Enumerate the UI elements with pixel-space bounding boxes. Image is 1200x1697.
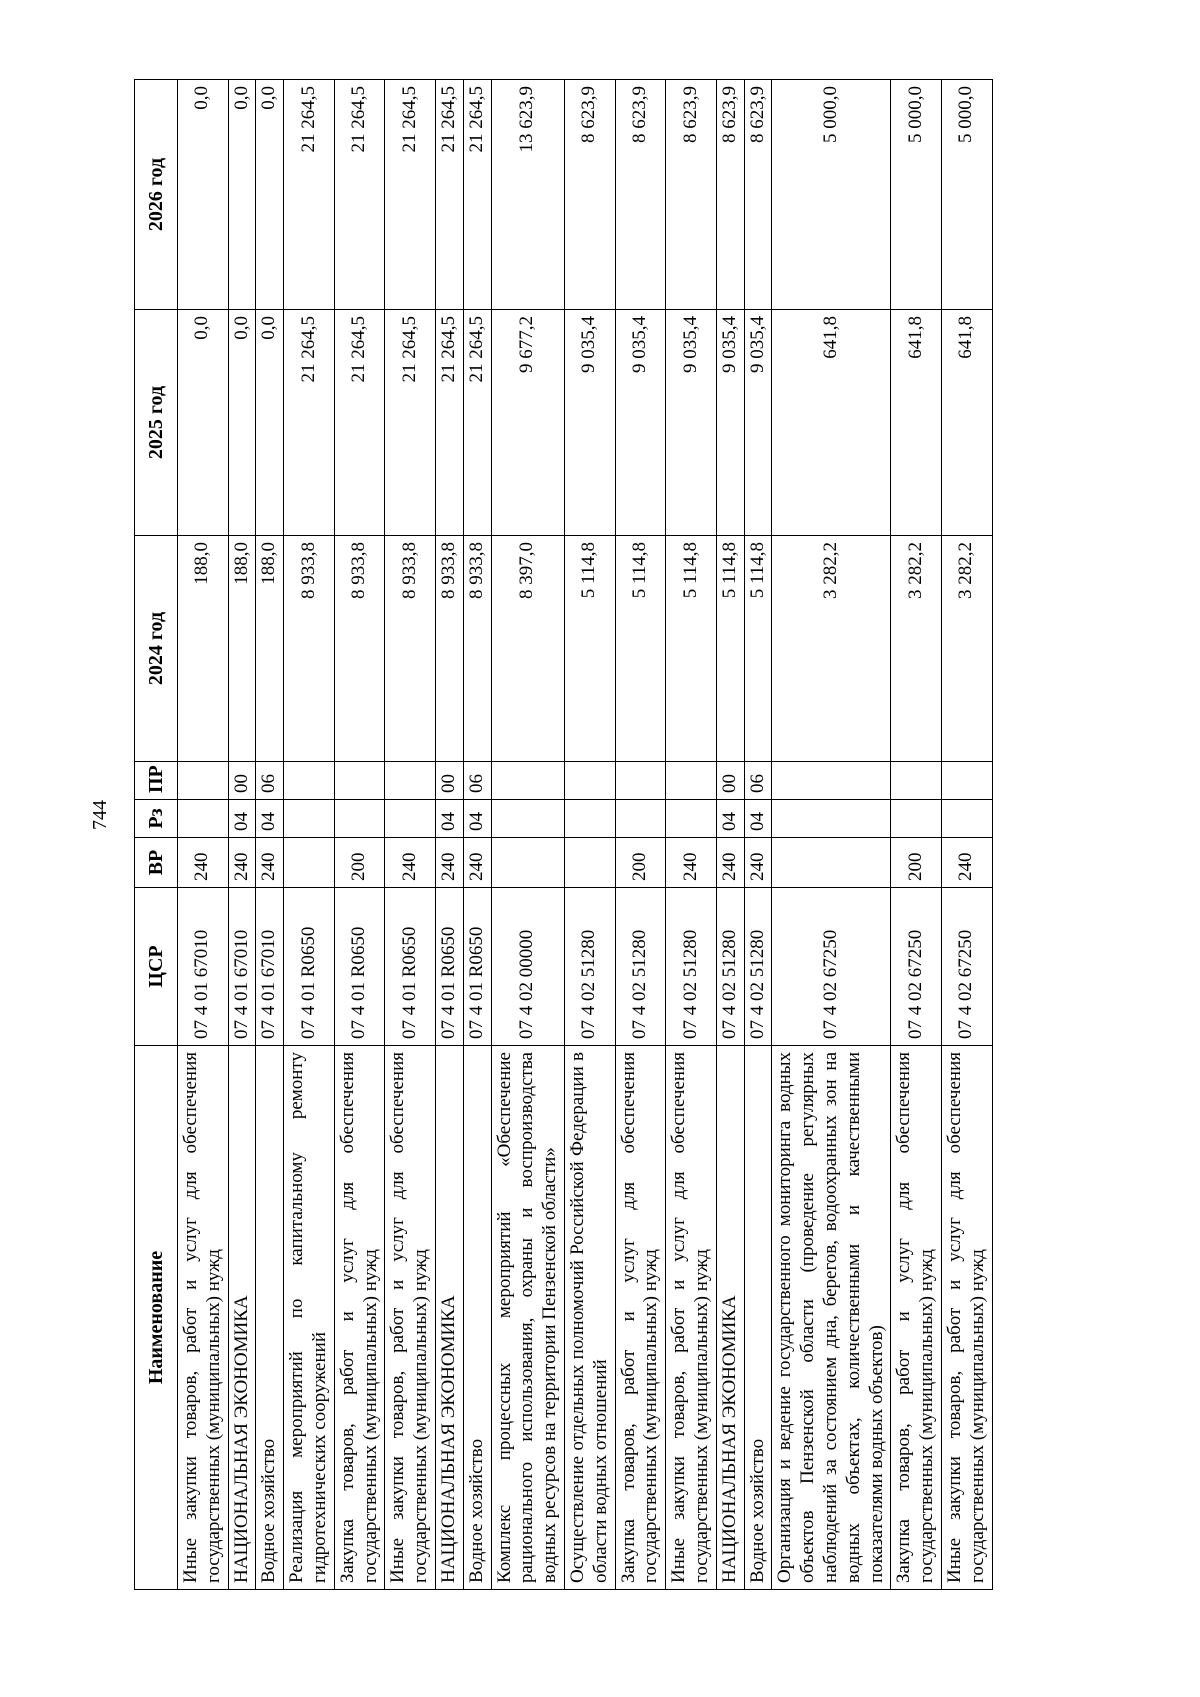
cell-2026: 8 623,9 (716, 80, 744, 310)
cell-csr: 07 4 02 51280 (564, 888, 615, 1046)
cell-name: Иные закупки товаров, работ и услуг для обеспечения государственных (муниципальных) нужд (666, 1046, 717, 1590)
table-row (615, 80, 666, 1590)
cell-pr: 00 (228, 762, 256, 800)
cell-csr: 07 4 02 51280 (716, 888, 744, 1046)
cell-2025: 641,8 (891, 310, 942, 536)
cell-name: Организация и ведение государственного мониторинга водных объектов Пензенской области (проведение регулярных наблюдений за состоянием дна, берегов, водоохранных зон на водных объектах, количественными и качественными показателями водных объектов) (772, 1046, 891, 1590)
cell-pr (941, 762, 992, 800)
cell-pr: 00 (716, 762, 744, 800)
cell-name: Комплекс процессных мероприятий «Обеспечение рационального использования, охраны и воспроизводства водных ресурсов на территории Пензенской области» (491, 1046, 564, 1590)
cell-2025: 0,0 (256, 310, 284, 536)
cell-2025: 9 035,4 (716, 310, 744, 536)
cell-pr (334, 762, 385, 800)
cell-2024: 8 397,0 (491, 536, 564, 762)
cell-2026: 0,0 (178, 80, 229, 310)
cell-2025: 21 264,5 (435, 310, 463, 536)
cell-csr: 07 4 02 67250 (941, 888, 992, 1046)
cell-2026: 21 264,5 (385, 80, 436, 310)
cell-rz (385, 800, 436, 838)
cell-pr (891, 762, 942, 800)
cell-csr: 07 4 01 R0650 (385, 888, 436, 1046)
cell-vr: 240 (178, 838, 229, 888)
cell-csr: 07 4 01 R0650 (435, 888, 463, 1046)
cell-csr: 07 4 01 67010 (228, 888, 256, 1046)
header-2024: 2024 год (135, 536, 178, 762)
cell-vr: 240 (228, 838, 256, 888)
cell-2024: 188,0 (178, 536, 229, 762)
cell-pr (385, 762, 436, 800)
cell-csr: 07 4 02 00000 (491, 888, 564, 1046)
cell-rz (178, 800, 229, 838)
table-row (716, 80, 744, 1590)
table-row (385, 80, 436, 1590)
cell-name: Закупка товаров, работ и услуг для обеспечения государственных (муниципальных) нужд (334, 1046, 385, 1590)
cell-2026: 8 623,9 (744, 80, 772, 310)
table-row (435, 80, 463, 1590)
cell-pr (772, 762, 891, 800)
cell-name: Водное хозяйство (463, 1046, 491, 1590)
table-row (334, 80, 385, 1590)
cell-vr (564, 838, 615, 888)
cell-rz: 04 (256, 800, 284, 838)
cell-rz (564, 800, 615, 838)
header-rz: Рз (135, 800, 178, 838)
cell-name: Осуществление отдельных полномочий Российской Федерации в области водных отношений (564, 1046, 615, 1590)
table-header-row (135, 80, 178, 1590)
cell-2026: 8 623,9 (615, 80, 666, 310)
table-row (772, 80, 891, 1590)
cell-2026: 5 000,0 (772, 80, 891, 310)
cell-2025: 9 035,4 (615, 310, 666, 536)
cell-2024: 5 114,8 (564, 536, 615, 762)
cell-vr: 200 (334, 838, 385, 888)
cell-vr: 240 (716, 838, 744, 888)
table-row (463, 80, 491, 1590)
cell-name: Иные закупки товаров, работ и услуг для обеспечения государственных (муниципальных) нужд (941, 1046, 992, 1590)
cell-pr: 06 (744, 762, 772, 800)
cell-2026: 21 264,5 (284, 80, 335, 310)
cell-rz (772, 800, 891, 838)
cell-2024: 3 282,2 (891, 536, 942, 762)
cell-name: Реализация мероприятий по капитальному ремонту гидротехнических сооружений (284, 1046, 335, 1590)
header-2025: 2025 год (135, 310, 178, 536)
rotated-table-container (134, 80, 1084, 1590)
cell-2025: 21 264,5 (385, 310, 436, 536)
cell-2024: 5 114,8 (716, 536, 744, 762)
table-row (941, 80, 992, 1590)
cell-rz: 04 (463, 800, 491, 838)
cell-rz: 04 (744, 800, 772, 838)
cell-rz: 04 (716, 800, 744, 838)
cell-2026: 21 264,5 (463, 80, 491, 310)
cell-name: Водное хозяйство (256, 1046, 284, 1590)
cell-2024: 3 282,2 (941, 536, 992, 762)
cell-2025: 641,8 (772, 310, 891, 536)
cell-2026: 0,0 (228, 80, 256, 310)
cell-rz: 04 (435, 800, 463, 838)
table-row (666, 80, 717, 1590)
page-number: 744 (89, 800, 111, 830)
cell-pr (284, 762, 335, 800)
cell-2026: 0,0 (256, 80, 284, 310)
cell-2025: 0,0 (178, 310, 229, 536)
cell-2026: 13 623,9 (491, 80, 564, 310)
header-vr: ВР (135, 838, 178, 888)
cell-2024: 8 933,8 (463, 536, 491, 762)
header-csr: ЦСР (135, 888, 178, 1046)
cell-2026: 8 623,9 (564, 80, 615, 310)
cell-vr: 240 (666, 838, 717, 888)
table-row (744, 80, 772, 1590)
table-row (564, 80, 615, 1590)
cell-2024: 8 933,8 (435, 536, 463, 762)
cell-2025: 641,8 (941, 310, 992, 536)
table-row (891, 80, 942, 1590)
cell-2024: 5 114,8 (615, 536, 666, 762)
cell-rz (891, 800, 942, 838)
cell-2026: 8 623,9 (666, 80, 717, 310)
cell-csr: 07 4 01 R0650 (463, 888, 491, 1046)
cell-rz (491, 800, 564, 838)
cell-csr: 07 4 02 51280 (666, 888, 717, 1046)
cell-pr (666, 762, 717, 800)
cell-rz (941, 800, 992, 838)
cell-csr: 07 4 01 67010 (256, 888, 284, 1046)
cell-name: Водное хозяйство (744, 1046, 772, 1590)
cell-csr: 07 4 02 51280 (744, 888, 772, 1046)
cell-2025: 21 264,5 (334, 310, 385, 536)
cell-csr: 07 4 02 67250 (891, 888, 942, 1046)
cell-vr: 240 (385, 838, 436, 888)
header-name: Наименование (135, 1046, 178, 1590)
cell-vr: 240 (941, 838, 992, 888)
table-body (178, 80, 993, 1590)
cell-pr (564, 762, 615, 800)
cell-rz: 04 (228, 800, 256, 838)
cell-vr: 240 (463, 838, 491, 888)
cell-2025: 21 264,5 (463, 310, 491, 536)
cell-vr (284, 838, 335, 888)
cell-pr (615, 762, 666, 800)
table-row (284, 80, 335, 1590)
cell-2024: 8 933,8 (334, 536, 385, 762)
cell-2024: 3 282,2 (772, 536, 891, 762)
cell-name: Закупка товаров, работ и услуг для обеспечения государственных (муниципальных) нужд (615, 1046, 666, 1590)
cell-csr: 07 4 01 R0650 (334, 888, 385, 1046)
cell-2025: 0,0 (228, 310, 256, 536)
cell-csr: 07 4 02 67250 (772, 888, 891, 1046)
cell-vr: 240 (744, 838, 772, 888)
cell-rz (615, 800, 666, 838)
cell-vr: 200 (615, 838, 666, 888)
cell-csr: 07 4 02 51280 (615, 888, 666, 1046)
cell-name: НАЦИОНАЛЬНАЯ ЭКОНОМИКА (435, 1046, 463, 1590)
cell-pr (178, 762, 229, 800)
budget-table (134, 79, 993, 1590)
cell-vr: 240 (256, 838, 284, 888)
cell-2025: 9 035,4 (666, 310, 717, 536)
cell-name: Закупка товаров, работ и услуг для обеспечения государственных (муниципальных) нужд (891, 1046, 942, 1590)
cell-pr: 00 (435, 762, 463, 800)
cell-2024: 188,0 (256, 536, 284, 762)
cell-2026: 5 000,0 (891, 80, 942, 310)
cell-2025: 9 677,2 (491, 310, 564, 536)
cell-2025: 9 035,4 (564, 310, 615, 536)
cell-vr (491, 838, 564, 888)
cell-2024: 8 933,8 (385, 536, 436, 762)
cell-pr (491, 762, 564, 800)
header-2026: 2026 год (135, 80, 178, 310)
cell-2024: 5 114,8 (666, 536, 717, 762)
cell-rz (666, 800, 717, 838)
cell-vr: 200 (891, 838, 942, 888)
table-row (178, 80, 229, 1590)
cell-2025: 21 264,5 (284, 310, 335, 536)
cell-2026: 21 264,5 (334, 80, 385, 310)
table-row (491, 80, 564, 1590)
cell-2024: 188,0 (228, 536, 256, 762)
header-pr: ПР (135, 762, 178, 800)
cell-name: НАЦИОНАЛЬНАЯ ЭКОНОМИКА (716, 1046, 744, 1590)
cell-2025: 9 035,4 (744, 310, 772, 536)
cell-2026: 21 264,5 (435, 80, 463, 310)
cell-csr: 07 4 01 R0650 (284, 888, 335, 1046)
cell-name: НАЦИОНАЛЬНАЯ ЭКОНОМИКА (228, 1046, 256, 1590)
cell-2026: 5 000,0 (941, 80, 992, 310)
table-row (256, 80, 284, 1590)
cell-pr: 06 (256, 762, 284, 800)
cell-csr: 07 4 01 67010 (178, 888, 229, 1046)
table-row (228, 80, 256, 1590)
cell-name: Иные закупки товаров, работ и услуг для обеспечения государственных (муниципальных) нужд (385, 1046, 436, 1590)
cell-rz (334, 800, 385, 838)
cell-pr: 06 (463, 762, 491, 800)
cell-2024: 5 114,8 (744, 536, 772, 762)
cell-vr (772, 838, 891, 888)
cell-name: Иные закупки товаров, работ и услуг для обеспечения государственных (муниципальных) нужд (178, 1046, 229, 1590)
cell-vr: 240 (435, 838, 463, 888)
cell-2024: 8 933,8 (284, 536, 335, 762)
cell-rz (284, 800, 335, 838)
